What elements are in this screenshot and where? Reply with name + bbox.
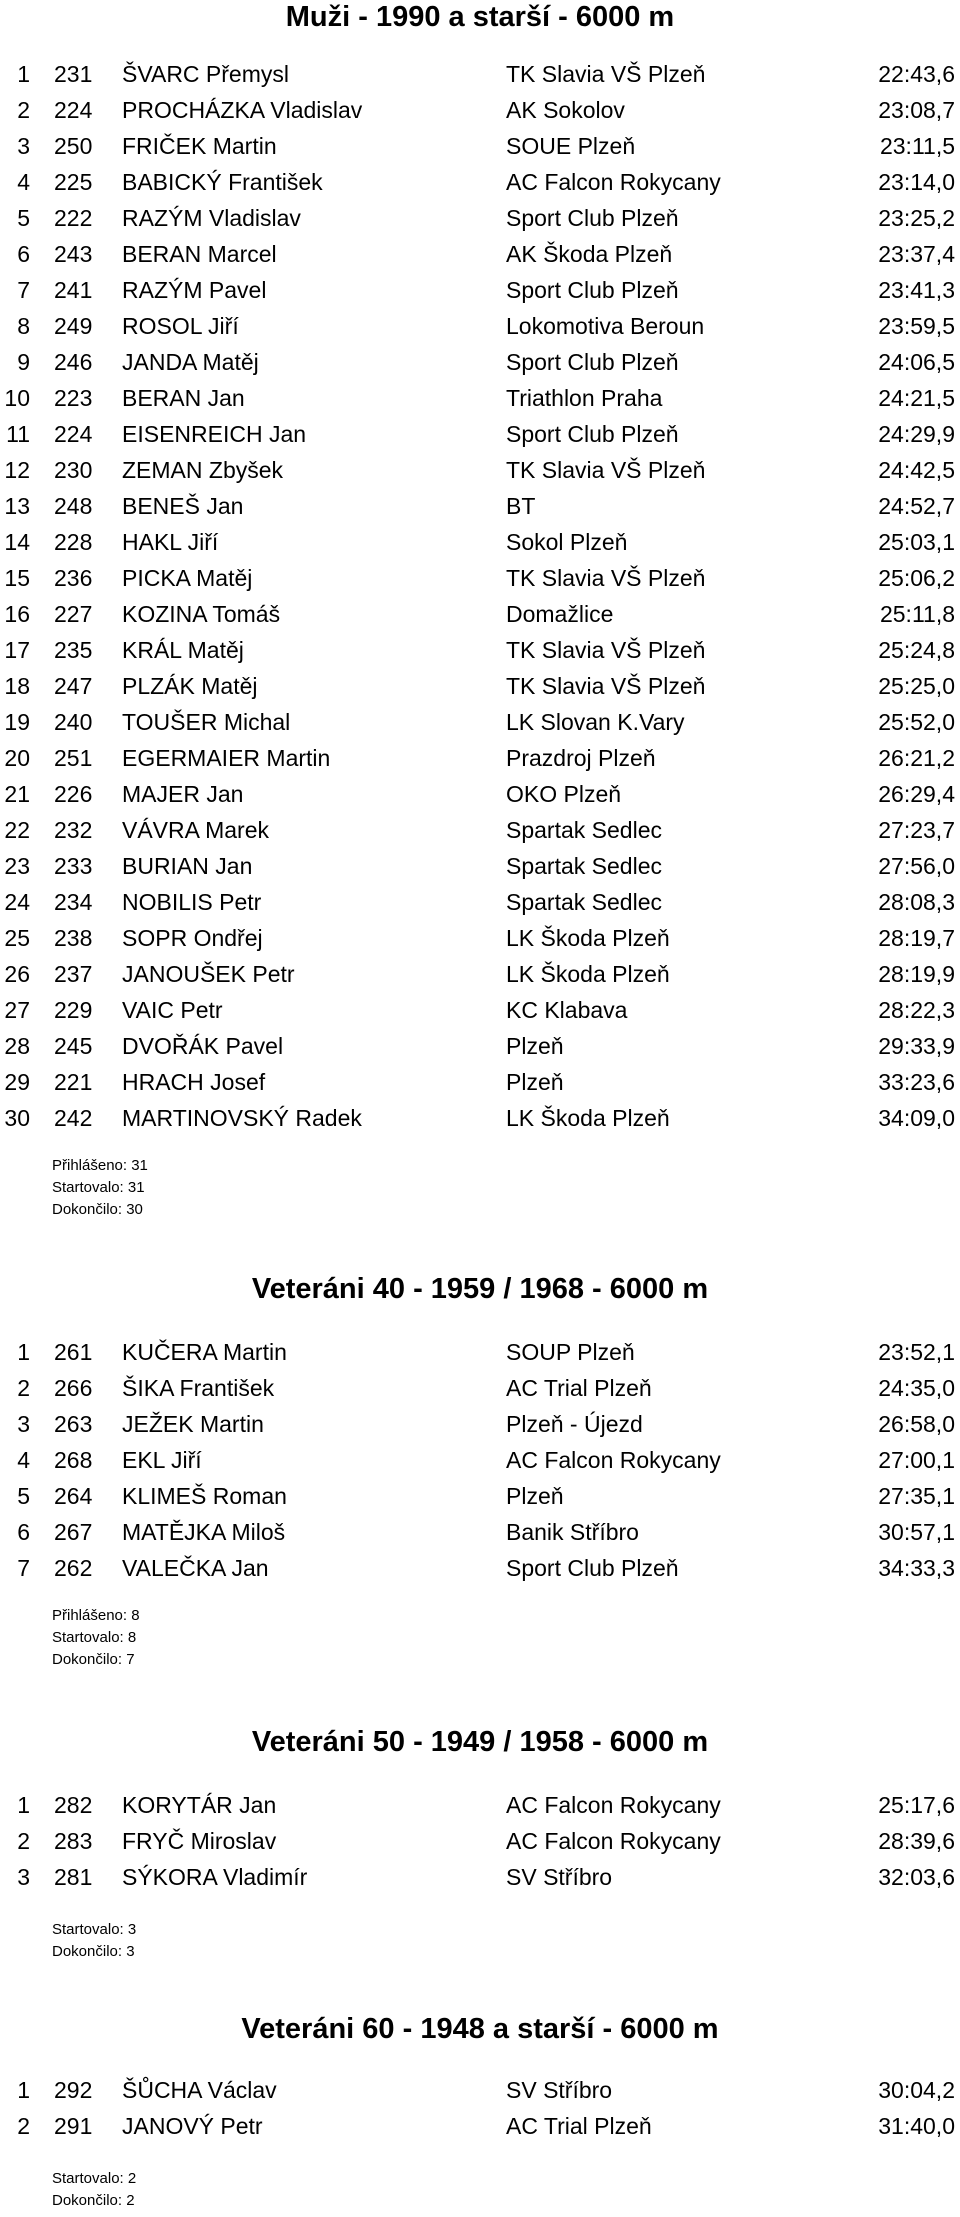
club-cell: AK Škoda Plzeň xyxy=(506,241,673,267)
rank-cell: 15 xyxy=(4,565,30,591)
time-cell: 25:11,8 xyxy=(879,601,955,627)
rank-cell: 22 xyxy=(4,817,30,843)
rank-cell: 13 xyxy=(4,493,30,519)
result-row xyxy=(0,1370,960,1406)
rank-cell: 12 xyxy=(4,457,30,483)
club-cell: Domažlice xyxy=(506,601,614,627)
athlete-name-cell: BABICKÝ František xyxy=(122,169,323,195)
time-cell: 25:17,6 xyxy=(878,1792,955,1818)
time-cell: 28:19,7 xyxy=(878,925,955,951)
club-cell: Spartak Sedlec xyxy=(506,853,662,879)
result-row xyxy=(0,416,960,452)
club-cell: Sport Club Plzeň xyxy=(506,205,679,231)
athlete-name-cell: PROCHÁZKA Vladislav xyxy=(122,97,363,123)
rank-cell: 5 xyxy=(17,1483,30,1509)
bib-cell: 242 xyxy=(54,1105,93,1131)
bib-cell: 283 xyxy=(54,1828,93,1854)
club-cell: SV Stříbro xyxy=(506,2077,613,2103)
bib-cell: 248 xyxy=(54,493,93,519)
bib-cell: 263 xyxy=(54,1411,93,1437)
rank-cell: 19 xyxy=(4,709,30,735)
time-cell: 33:23,6 xyxy=(878,1069,955,1095)
bib-cell: 221 xyxy=(54,1069,93,1095)
rank-cell: 2 xyxy=(17,2113,30,2139)
time-cell: 22:43,6 xyxy=(878,61,955,87)
club-cell: SOUE Plzeň xyxy=(506,133,636,159)
athlete-name-cell: PICKA Matěj xyxy=(122,565,253,591)
time-cell: 23:08,7 xyxy=(878,97,955,123)
athlete-name-cell: HRACH Josef xyxy=(122,1069,266,1095)
club-cell: Triathlon Praha xyxy=(506,385,663,411)
club-cell: AC Falcon Rokycany xyxy=(506,169,721,195)
result-row xyxy=(0,380,960,416)
result-row xyxy=(0,272,960,308)
rank-cell: 17 xyxy=(4,637,30,663)
club-cell: Plzeň - Újezd xyxy=(506,1411,643,1437)
time-cell: 30:04,2 xyxy=(878,2077,955,2103)
rank-cell: 11 xyxy=(6,421,30,447)
section-stats xyxy=(52,1155,148,1221)
bib-cell: 235 xyxy=(54,637,93,663)
time-cell: 25:52,0 xyxy=(878,709,955,735)
time-cell: 23:41,3 xyxy=(878,277,955,303)
stat-line: Startovalo: 8 xyxy=(52,1629,137,1646)
time-cell: 27:35,1 xyxy=(878,1483,955,1509)
section-stats xyxy=(52,1605,140,1671)
club-cell: AC Trial Plzeň xyxy=(506,2113,652,2139)
rank-cell: 3 xyxy=(17,1864,30,1890)
rank-cell: 10 xyxy=(4,385,30,411)
club-cell: Banik Stříbro xyxy=(506,1519,639,1545)
club-cell: Sokol Plzeň xyxy=(506,529,628,555)
results-table xyxy=(0,1787,960,1895)
result-row xyxy=(0,776,960,812)
athlete-name-cell: ŠŮCHA Václav xyxy=(122,2077,277,2103)
club-cell: TK Slavia VŠ Plzeň xyxy=(506,637,706,663)
athlete-name-cell: EISENREICH Jan xyxy=(122,421,307,447)
rank-cell: 5 xyxy=(17,205,30,231)
bib-cell: 261 xyxy=(54,1339,93,1365)
athlete-name-cell: NOBILIS Petr xyxy=(122,889,262,915)
result-row xyxy=(0,56,960,92)
time-cell: 23:25,2 xyxy=(878,205,955,231)
time-cell: 23:14,0 xyxy=(878,169,955,195)
rank-cell: 26 xyxy=(4,961,30,987)
rank-cell: 1 xyxy=(17,1792,30,1818)
bib-cell: 264 xyxy=(54,1483,93,1509)
rank-cell: 24 xyxy=(4,889,30,915)
rank-cell: 28 xyxy=(4,1033,30,1059)
result-row xyxy=(0,920,960,956)
club-cell: LK Škoda Plzeň xyxy=(506,1105,670,1131)
section-stats xyxy=(52,1919,136,1963)
club-cell: TK Slavia VŠ Plzeň xyxy=(506,457,706,483)
rank-cell: 2 xyxy=(17,1375,30,1401)
time-cell: 34:33,3 xyxy=(878,1555,955,1581)
athlete-name-cell: KUČERA Martin xyxy=(122,1339,287,1365)
athlete-name-cell: EGERMAIER Martin xyxy=(122,745,331,771)
athlete-name-cell: MATĚJKA Miloš xyxy=(122,1519,286,1545)
rank-cell: 23 xyxy=(4,853,30,879)
result-row xyxy=(0,812,960,848)
bib-cell: 249 xyxy=(54,313,93,339)
rank-cell: 2 xyxy=(17,97,30,123)
bib-cell: 233 xyxy=(54,853,93,879)
athlete-name-cell: RAZÝM Vladislav xyxy=(122,205,301,231)
rank-cell: 6 xyxy=(17,241,30,267)
time-cell: 26:21,2 xyxy=(878,745,955,771)
bib-cell: 226 xyxy=(54,781,93,807)
athlete-name-cell: SÝKORA Vladimír xyxy=(122,1864,308,1890)
bib-cell: 231 xyxy=(54,61,93,87)
bib-cell: 237 xyxy=(54,961,93,987)
stat-line: Přihlášeno: 31 xyxy=(52,1157,148,1174)
result-row xyxy=(0,848,960,884)
bib-cell: 223 xyxy=(54,385,93,411)
club-cell: AK Sokolov xyxy=(506,97,625,123)
bib-cell: 282 xyxy=(54,1792,93,1818)
bib-cell: 251 xyxy=(54,745,93,771)
time-cell: 29:33,9 xyxy=(878,1033,955,1059)
athlete-name-cell: JANOVÝ Petr xyxy=(122,2113,263,2139)
club-cell: Spartak Sedlec xyxy=(506,817,662,843)
bib-cell: 267 xyxy=(54,1519,93,1545)
section-title: Veteráni 60 - 1948 a starší - 6000 m xyxy=(241,2013,719,2045)
bib-cell: 224 xyxy=(54,421,93,447)
section-stats xyxy=(52,2168,136,2212)
rank-cell: 1 xyxy=(17,1339,30,1365)
rank-cell: 1 xyxy=(17,2077,30,2103)
rank-cell: 27 xyxy=(4,997,30,1023)
result-row xyxy=(0,1028,960,1064)
time-cell: 24:52,7 xyxy=(878,493,955,519)
result-row xyxy=(0,1859,960,1895)
time-cell: 32:03,6 xyxy=(878,1864,955,1890)
results-table xyxy=(0,1334,960,1586)
result-row xyxy=(0,884,960,920)
athlete-name-cell: ŠVARC Přemysl xyxy=(122,61,289,87)
bib-cell: 229 xyxy=(54,997,93,1023)
section-title: Veteráni 50 - 1949 / 1958 - 6000 m xyxy=(251,1726,709,1758)
stat-line: Dokončilo: 2 xyxy=(52,2192,135,2209)
time-cell: 23:37,4 xyxy=(878,241,955,267)
rank-cell: 7 xyxy=(17,277,30,303)
athlete-name-cell: ZEMAN Zbyšek xyxy=(122,457,284,483)
result-row xyxy=(0,1442,960,1478)
bib-cell: 246 xyxy=(54,349,93,375)
bib-cell: 245 xyxy=(54,1033,93,1059)
bib-cell: 228 xyxy=(54,529,93,555)
result-row xyxy=(0,992,960,1028)
bib-cell: 291 xyxy=(54,2113,93,2139)
athlete-name-cell: MAJER Jan xyxy=(122,781,244,807)
club-cell: Prazdroj Plzeň xyxy=(506,745,656,771)
club-cell: Sport Club Plzeň xyxy=(506,1555,679,1581)
athlete-name-cell: KOZINA Tomáš xyxy=(122,601,281,627)
athlete-name-cell: BERAN Jan xyxy=(122,385,245,411)
rank-cell: 14 xyxy=(4,529,30,555)
athlete-name-cell: KORYTÁR Jan xyxy=(122,1792,277,1818)
rank-cell: 30 xyxy=(4,1105,30,1131)
club-cell: Plzeň xyxy=(506,1069,564,1095)
stat-line: Dokončilo: 30 xyxy=(52,1201,143,1218)
rank-cell: 9 xyxy=(17,349,30,375)
club-cell: Sport Club Plzeň xyxy=(506,421,679,447)
time-cell: 25:25,0 xyxy=(878,673,955,699)
bib-cell: 222 xyxy=(54,205,93,231)
result-row xyxy=(0,1334,960,1370)
bib-cell: 236 xyxy=(54,565,93,591)
rank-cell: 6 xyxy=(17,1519,30,1545)
result-row xyxy=(0,1787,960,1823)
bib-cell: 225 xyxy=(54,169,93,195)
athlete-name-cell: PLZÁK Matěj xyxy=(122,673,258,699)
result-row xyxy=(0,740,960,776)
time-cell: 26:29,4 xyxy=(878,781,955,807)
bib-cell: 232 xyxy=(54,817,93,843)
rank-cell: 21 xyxy=(4,781,30,807)
bib-cell: 240 xyxy=(54,709,93,735)
stat-line: Startovalo: 31 xyxy=(52,1179,145,1196)
club-cell: Sport Club Plzeň xyxy=(506,349,679,375)
bib-cell: 241 xyxy=(54,277,93,303)
athlete-name-cell: BURIAN Jan xyxy=(122,853,253,879)
time-cell: 24:29,9 xyxy=(878,421,955,447)
athlete-name-cell: ROSOL Jiří xyxy=(122,313,239,339)
athlete-name-cell: JANDA Matěj xyxy=(122,349,259,375)
time-cell: 28:39,6 xyxy=(878,1828,955,1854)
time-cell: 24:06,5 xyxy=(878,349,955,375)
rank-cell: 2 xyxy=(17,1828,30,1854)
result-row xyxy=(0,668,960,704)
result-row xyxy=(0,1550,960,1586)
time-cell: 25:03,1 xyxy=(878,529,955,555)
rank-cell: 18 xyxy=(4,673,30,699)
club-cell: LK Slovan K.Vary xyxy=(506,709,685,735)
time-cell: 28:19,9 xyxy=(878,961,955,987)
bib-cell: 281 xyxy=(54,1864,93,1890)
club-cell: Lokomotiva Beroun xyxy=(506,313,705,339)
rank-cell: 3 xyxy=(17,133,30,159)
athlete-name-cell: BERAN Marcel xyxy=(122,241,277,267)
athlete-name-cell: EKL Jiří xyxy=(122,1447,202,1473)
stat-line: Dokončilo: 3 xyxy=(52,1943,135,1960)
bib-cell: 230 xyxy=(54,457,93,483)
rank-cell: 8 xyxy=(17,313,30,339)
time-cell: 25:06,2 xyxy=(878,565,955,591)
bib-cell: 268 xyxy=(54,1447,93,1473)
club-cell: SV Stříbro xyxy=(506,1864,613,1890)
athlete-name-cell: BENEŠ Jan xyxy=(122,493,244,519)
time-cell: 26:58,0 xyxy=(878,1411,955,1437)
athlete-name-cell: FRIČEK Martin xyxy=(122,133,277,159)
club-cell: TK Slavia VŠ Plzeň xyxy=(506,565,706,591)
result-row xyxy=(0,1478,960,1514)
club-cell: TK Slavia VŠ Plzeň xyxy=(506,61,706,87)
club-cell: TK Slavia VŠ Plzeň xyxy=(506,673,706,699)
result-row xyxy=(0,1823,960,1859)
rank-cell: 25 xyxy=(4,925,30,951)
result-row xyxy=(0,1514,960,1550)
club-cell: AC Falcon Rokycany xyxy=(506,1792,721,1818)
club-cell: Spartak Sedlec xyxy=(506,889,662,915)
result-row xyxy=(0,1064,960,1100)
result-row xyxy=(0,308,960,344)
result-row xyxy=(0,1406,960,1442)
time-cell: 27:23,7 xyxy=(878,817,955,843)
stat-line: Startovalo: 2 xyxy=(52,2170,137,2187)
time-cell: 27:56,0 xyxy=(878,853,955,879)
club-cell: Plzeň xyxy=(506,1483,564,1509)
time-cell: 24:35,0 xyxy=(878,1375,955,1401)
result-row xyxy=(0,2072,960,2108)
result-row xyxy=(0,92,960,128)
bib-cell: 247 xyxy=(54,673,93,699)
rank-cell: 7 xyxy=(17,1555,30,1581)
bib-cell: 266 xyxy=(54,1375,93,1401)
rank-cell: 20 xyxy=(4,745,30,771)
time-cell: 23:52,1 xyxy=(878,1339,955,1365)
rank-cell: 4 xyxy=(17,169,30,195)
result-row xyxy=(0,128,960,164)
result-row xyxy=(0,200,960,236)
athlete-name-cell: VALEČKA Jan xyxy=(122,1555,269,1581)
stat-line: Startovalo: 3 xyxy=(52,1921,137,1938)
athlete-name-cell: MARTINOVSKÝ Radek xyxy=(122,1105,362,1131)
club-cell: AC Trial Plzeň xyxy=(506,1375,652,1401)
athlete-name-cell: RAZÝM Pavel xyxy=(122,277,267,303)
time-cell: 25:24,8 xyxy=(878,637,955,663)
result-row xyxy=(0,956,960,992)
time-cell: 28:08,3 xyxy=(878,889,955,915)
rank-cell: 4 xyxy=(17,1447,30,1473)
bib-cell: 234 xyxy=(54,889,93,915)
club-cell: Sport Club Plzeň xyxy=(506,277,679,303)
results-table xyxy=(0,56,960,1136)
time-cell: 27:00,1 xyxy=(878,1447,955,1473)
athlete-name-cell: FRYČ Miroslav xyxy=(122,1828,277,1854)
stat-line: Přihlášeno: 8 xyxy=(52,1607,140,1624)
bib-cell: 292 xyxy=(54,2077,93,2103)
athlete-name-cell: SOPR Ondřej xyxy=(122,925,263,951)
time-cell: 24:42,5 xyxy=(878,457,955,483)
result-row xyxy=(0,2108,960,2144)
club-cell: KC Klabava xyxy=(506,997,628,1023)
athlete-name-cell: JANOUŠEK Petr xyxy=(122,961,295,987)
club-cell: AC Falcon Rokycany xyxy=(506,1828,721,1854)
result-row xyxy=(0,236,960,272)
result-row xyxy=(0,488,960,524)
stat-line: Dokončilo: 7 xyxy=(52,1651,135,1668)
time-cell: 30:57,1 xyxy=(878,1519,955,1545)
athlete-name-cell: KRÁL Matěj xyxy=(122,637,244,663)
bib-cell: 224 xyxy=(54,97,93,123)
athlete-name-cell: TOUŠER Michal xyxy=(122,709,291,735)
club-cell: SOUP Plzeň xyxy=(506,1339,635,1365)
club-cell: Plzeň xyxy=(506,1033,564,1059)
club-cell: BT xyxy=(506,493,536,519)
result-row xyxy=(0,596,960,632)
rank-cell: 29 xyxy=(4,1069,30,1095)
athlete-name-cell: KLIMEŠ Roman xyxy=(122,1483,287,1509)
rank-cell: 1 xyxy=(17,61,30,87)
rank-cell: 3 xyxy=(17,1411,30,1437)
bib-cell: 262 xyxy=(54,1555,93,1581)
rank-cell: 16 xyxy=(4,601,30,627)
bib-cell: 243 xyxy=(54,241,93,267)
result-row xyxy=(0,1100,960,1136)
result-row xyxy=(0,704,960,740)
club-cell: LK Škoda Plzeň xyxy=(506,925,670,951)
club-cell: AC Falcon Rokycany xyxy=(506,1447,721,1473)
section-title: Veteráni 40 - 1959 / 1968 - 6000 m xyxy=(251,1273,709,1305)
section-title: Muži - 1990 a starší - 6000 m xyxy=(285,1,675,33)
athlete-name-cell: HAKL Jiří xyxy=(122,529,219,555)
time-cell: 31:40,0 xyxy=(878,2113,955,2139)
club-cell: LK Škoda Plzeň xyxy=(506,961,670,987)
result-row xyxy=(0,344,960,380)
athlete-name-cell: ŠIKA František xyxy=(122,1375,275,1401)
time-cell: 24:21,5 xyxy=(878,385,955,411)
time-cell: 34:09,0 xyxy=(878,1105,955,1131)
time-cell: 23:59,5 xyxy=(878,313,955,339)
time-cell: 28:22,3 xyxy=(878,997,955,1023)
result-row xyxy=(0,524,960,560)
result-row xyxy=(0,560,960,596)
result-row xyxy=(0,452,960,488)
time-cell: 23:11,5 xyxy=(879,133,955,159)
result-row xyxy=(0,632,960,668)
athlete-name-cell: VÁVRA Marek xyxy=(122,817,269,843)
athlete-name-cell: VAIC Petr xyxy=(122,997,223,1023)
athlete-name-cell: DVOŘÁK Pavel xyxy=(122,1033,284,1059)
result-row xyxy=(0,164,960,200)
bib-cell: 238 xyxy=(54,925,93,951)
bib-cell: 227 xyxy=(54,601,93,627)
club-cell: OKO Plzeň xyxy=(506,781,622,807)
athlete-name-cell: JEŽEK Martin xyxy=(122,1411,264,1437)
results-table xyxy=(0,2072,960,2144)
bib-cell: 250 xyxy=(54,133,93,159)
